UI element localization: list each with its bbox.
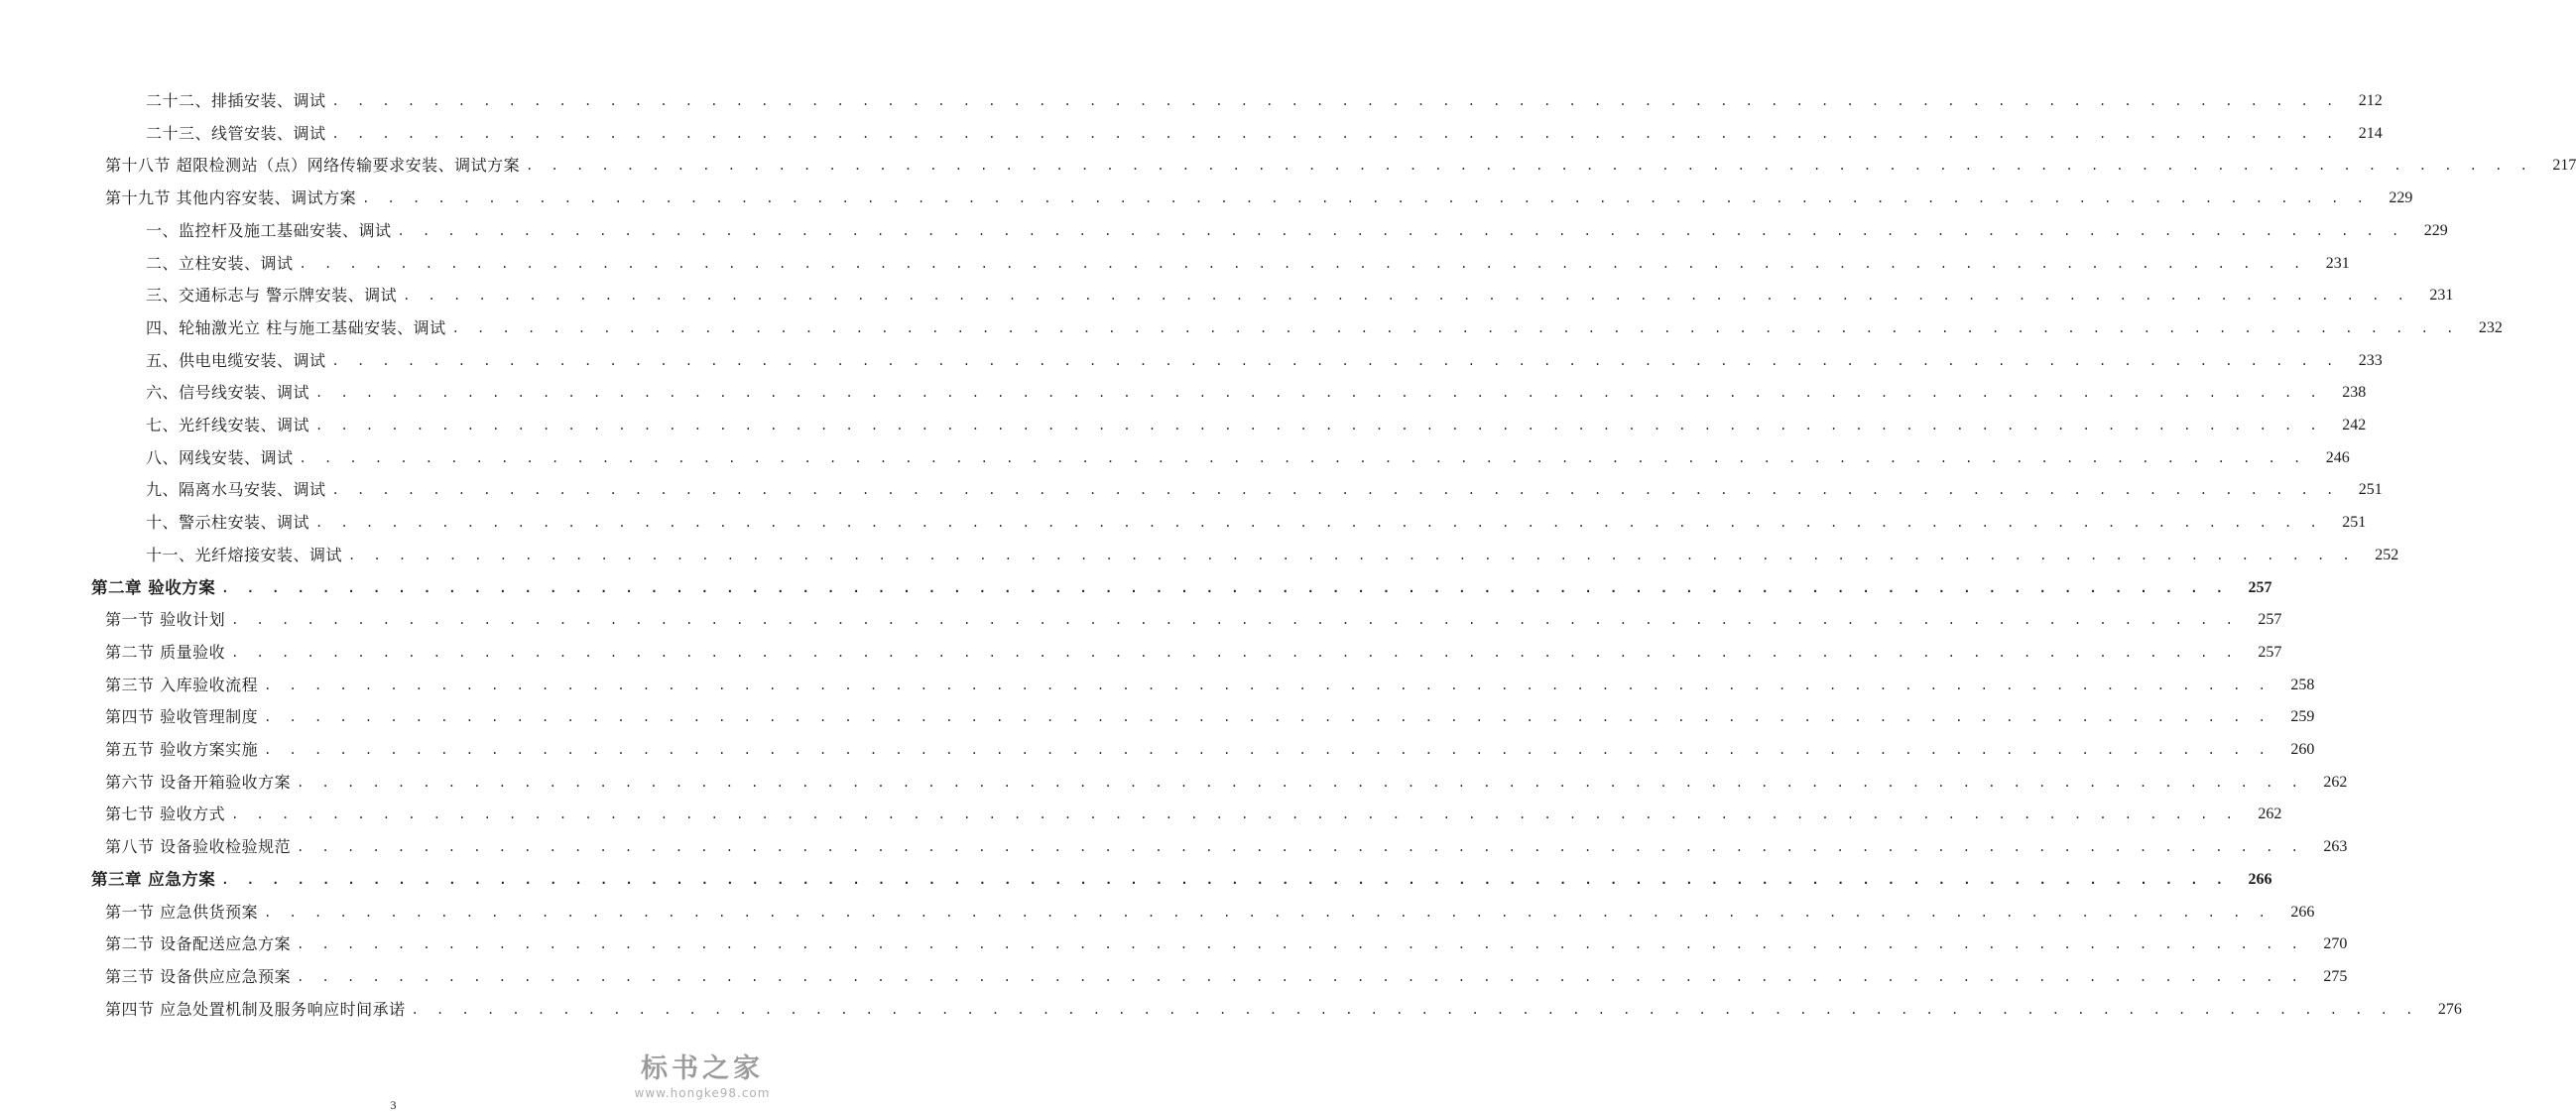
- toc-leader-dots: . . . . . . . . . . . . . . . . . . . . . . . . . . . . . . . . . . . . . . . . . . . . . . . . . . . . . . . . . . . . . . . . . . . . . . . . . . . . . . . .: [264, 678, 2271, 692]
- toc-entry[interactable]: [146, 85, 2383, 117]
- toc-entry-title: 三、交通标志与 警示牌安装、调试: [146, 286, 398, 306]
- watermark-url: www.hongke98.com: [634, 1086, 771, 1100]
- toc-leader-dots: . . . . . . . . . . . . . . . . . . . . . . . . . . . . . . . . . . . . . . . . . . . . . . . . . . . . . . . . . . . . . . . . . . . . . . . . . . . . . . . .: [331, 126, 2339, 141]
- toc-leader-dots: . . . . . . . . . . . . . . . . . . . . . . . . . . . . . . . . . . . . . . . . . . . . . . . . . . . . . . . . . . . . . . . . . . . . . . . . . . . . . . . .: [403, 289, 2410, 304]
- toc-entry[interactable]: [105, 799, 2282, 830]
- watermark-title: 标书之家: [641, 1053, 764, 1084]
- toc-entry-page: 260: [2290, 741, 2315, 758]
- toc-leader-dots: . . . . . . . . . . . . . . . . . . . . . . . . . . . . . . . . . . . . . . . . . . . . . . . . . . . . . . . . . . . . . . . . . . . . . . . . . . . . . . . .: [526, 159, 2533, 174]
- toc-leader-dots: . . . . . . . . . . . . . . . . . . . . . . . . . . . . . . . . . . . . . . . . . . . . . . . . . . . . . . . . . . . . . . . . . . . . . . . . . . . . . . . .: [297, 840, 2304, 855]
- toc-entry[interactable]: [146, 312, 2503, 344]
- toc-entry-page: 231: [2325, 254, 2350, 272]
- toc-leader-dots: . . . . . . . . . . . . . . . . . . . . . . . . . . . . . . . . . . . . . . . . . . . . . . . . . . . . . . . . . . . . . . . . . . . . . . . . . . . . . . . .: [451, 320, 2459, 335]
- toc-leader-dots: . . . . . . . . . . . . . . . . . . . . . . . . . . . . . . . . . . . . . . . . . . . . . . . . . . . . . . . . . . . . . . . . . . . . . . . . . . . . . . . .: [348, 548, 2356, 562]
- toc-entry-page: 263: [2323, 838, 2348, 856]
- toc-entry[interactable]: [105, 831, 2348, 863]
- toc-entry[interactable]: [146, 540, 2399, 571]
- toc-entry-page: 212: [2358, 92, 2383, 109]
- toc-entry-title: 第三节 入库验收流程: [105, 675, 259, 694]
- toc-entry-page: 262: [2323, 773, 2348, 791]
- toc-entry-title: 第二章 验收方案: [91, 577, 216, 597]
- toc-entry-title: 第五节 验收方案实施: [105, 740, 259, 759]
- toc-entry[interactable]: [105, 183, 2413, 214]
- toc-entry[interactable]: [105, 928, 2348, 960]
- toc-entry[interactable]: [146, 118, 2383, 150]
- toc-leader-dots: . . . . . . . . . . . . . . . . . . . . . . . . . . . . . . . . . . . . . . . . . . . . . . . . . . . . . . . . . . . . . . . . . . . . . . . . . . . . . . . .: [231, 613, 2239, 628]
- toc-entry-title: 五、供电电缆安装、调试: [146, 350, 326, 370]
- toc-leader-dots: . . . . . . . . . . . . . . . . . . . . . . . . . . . . . . . . . . . . . . . . . . . . . . . . . . . . . . . . . . . . . . . . . . . . . . . . . . . . . . . .: [411, 1002, 2418, 1017]
- toc-entry-page: 257: [2258, 611, 2282, 629]
- toc-entry-title: 七、光纤线安装、调试: [146, 416, 310, 434]
- toc-entry-page: 229: [2389, 189, 2413, 207]
- toc-entry[interactable]: [146, 345, 2383, 377]
- toc-entry-page: 232: [2478, 318, 2503, 336]
- toc-entry-page: 266: [2248, 870, 2272, 888]
- toc-leader-dots: . . . . . . . . . . . . . . . . . . . . . . . . . . . . . . . . . . . . . . . . . . . . . . . . . . . . . . . . . . . . . . . . . . . . . . . . . . . . . . . .: [315, 516, 2323, 531]
- toc-leader-dots: . . . . . . . . . . . . . . . . . . . . . . . . . . . . . . . . . . . . . . . . . . . . . . . . . . . . . . . . . . . . . . . . . . . . . . . . . . . . . . . .: [264, 710, 2271, 725]
- toc-entry-title: 第三节 设备供应应急预案: [105, 966, 292, 986]
- toc-entry[interactable]: [146, 410, 2367, 441]
- toc-entry[interactable]: [105, 767, 2348, 799]
- toc-entry[interactable]: [105, 734, 2315, 766]
- toc-entry[interactable]: [146, 507, 2367, 539]
- toc-entry-page: 229: [2423, 221, 2448, 239]
- toc-entry-page: 251: [2342, 514, 2367, 532]
- toc-leader-dots: . . . . . . . . . . . . . . . . . . . . . . . . . . . . . . . . . . . . . . . . . . . . . . . . . . . . . . . . . . . . . . . . . . . . . . . . . . . . . . . .: [264, 743, 2271, 757]
- toc-entry-page: 257: [2248, 578, 2272, 596]
- toc-entry-title: 九、隔离水马安装、调试: [146, 480, 326, 500]
- toc-entry-title: 六、信号线安装、调试: [146, 383, 310, 403]
- watermark-logo: [628, 1053, 777, 1101]
- toc-entry-title: 二十二、排插安装、调试: [146, 91, 326, 110]
- toc-entry-page: 238: [2342, 384, 2367, 402]
- toc-entry[interactable]: [105, 897, 2315, 928]
- toc-leader-dots: . . . . . . . . . . . . . . . . . . . . . . . . . . . . . . . . . . . . . . . . . . . . . . . . . . . . . . . . . . . . . . . . . . . . . . . . . . . . . . . .: [297, 775, 2304, 790]
- toc-entry[interactable]: [146, 474, 2383, 506]
- toc-entry[interactable]: [105, 150, 2576, 182]
- toc-leader-dots: . . . . . . . . . . . . . . . . . . . . . . . . . . . . . . . . . . . . . . . . . . . . . . . . . . . . . . . . . . . . . . . . . . . . . . . . . . . . . . . .: [331, 353, 2339, 368]
- toc-entry[interactable]: [105, 994, 2462, 1026]
- toc-entry-page: 251: [2358, 481, 2383, 499]
- toc-entry[interactable]: [105, 604, 2282, 636]
- toc-entry-title: 二、立柱安装、调试: [146, 253, 294, 273]
- toc-leader-dots: . . . . . . . . . . . . . . . . . . . . . . . . . . . . . . . . . . . . . . . . . . . . . . . . . . . . . . . . . . . . . . . . . . . . . . . . . . . . . . . .: [231, 645, 2239, 660]
- toc-entry-page: 252: [2375, 546, 2399, 563]
- toc-entry-title: 第十九节 其他内容安装、调试方案: [105, 188, 357, 208]
- toc-leader-dots: . . . . . . . . . . . . . . . . . . . . . . . . . . . . . . . . . . . . . . . . . . . . . . . . . . . . . . . . . . . . . . . . . . . . . . . . . . . . . . . .: [362, 191, 2370, 206]
- toc-entry[interactable]: [105, 961, 2348, 993]
- toc-leader-dots: . . . . . . . . . . . . . . . . . . . . . . . . . . . . . . . . . . . . . . . . . . . . . . . . . . . . . . . . . . . . . . . . . . . . . . . . . . . . . . . .: [397, 223, 2404, 238]
- toc-entry[interactable]: [146, 280, 2454, 311]
- toc-entry-title: 第二节 设备配送应急方案: [105, 934, 292, 954]
- toc-entry[interactable]: [91, 864, 2272, 896]
- toc-entry-page: 242: [2342, 417, 2367, 433]
- toc-entry-page: 246: [2325, 448, 2350, 466]
- toc-entry-title: 第四节 验收管理制度: [105, 707, 259, 727]
- page-number: 3: [390, 1098, 397, 1112]
- toc-entry[interactable]: [91, 572, 2272, 604]
- toc-entry[interactable]: [146, 442, 2350, 474]
- toc-entry-page: 270: [2323, 935, 2348, 953]
- toc-entry[interactable]: [146, 377, 2367, 409]
- toc-entry-title: 十、警示柱安装、调试: [146, 513, 310, 533]
- toc-entry-page: 257: [2258, 643, 2282, 661]
- toc-entry-title: 第六节 设备开箱验收方案: [105, 772, 292, 792]
- toc-entry[interactable]: [105, 701, 2315, 733]
- toc-entry-title: 第四节 应急处置机制及服务响应时间承诺: [105, 999, 406, 1019]
- toc-leader-dots: . . . . . . . . . . . . . . . . . . . . . . . . . . . . . . . . . . . . . . . . . . . . . . . . . . . . . . . . . . . . . . . . . . . . . . . . . . . . . . . .: [231, 807, 2239, 822]
- toc-entry-page: 217: [2552, 157, 2576, 175]
- toc-entry[interactable]: [146, 215, 2448, 247]
- toc-entry-title: 十一、光纤熔接安装、调试: [146, 545, 343, 564]
- toc-entry-title: 第七节 验收方式: [105, 804, 226, 824]
- toc-entry-title: 第三章 应急方案: [91, 869, 216, 889]
- toc-entry-page: 276: [2437, 1000, 2462, 1018]
- toc-entry[interactable]: [105, 637, 2282, 669]
- toc-entry-page: 231: [2429, 287, 2454, 305]
- toc-leader-dots: . . . . . . . . . . . . . . . . . . . . . . . . . . . . . . . . . . . . . . . . . . . . . . . . . . . . . . . . . . . . . . . . . . . . . . . . . . . . . . . .: [264, 905, 2271, 920]
- toc-leader-dots: . . . . . . . . . . . . . . . . . . . . . . . . . . . . . . . . . . . . . . . . . . . . . . . . . . . . . . . . . . . . . . . . . . . . . . . . . . . . . . . .: [297, 969, 2304, 984]
- toc-entry-page: 233: [2358, 351, 2383, 369]
- toc-entry-title: 八、网线安装、调试: [146, 447, 294, 467]
- toc-leader-dots: . . . . . . . . . . . . . . . . . . . . . . . . . . . . . . . . . . . . . . . . . . . . . . . . . . . . . . . . . . . . . . . . . . . . . . . . . . . . . . . .: [221, 580, 2229, 595]
- toc-leader-dots: . . . . . . . . . . . . . . . . . . . . . . . . . . . . . . . . . . . . . . . . . . . . . . . . . . . . . . . . . . . . . . . . . . . . . . . . . . . . . . . .: [315, 386, 2323, 401]
- toc-leader-dots: . . . . . . . . . . . . . . . . . . . . . . . . . . . . . . . . . . . . . . . . . . . . . . . . . . . . . . . . . . . . . . . . . . . . . . . . . . . . . . . .: [331, 483, 2339, 498]
- toc-entry-page: 262: [2258, 805, 2282, 823]
- toc-leader-dots: . . . . . . . . . . . . . . . . . . . . . . . . . . . . . . . . . . . . . . . . . . . . . . . . . . . . . . . . . . . . . . . . . . . . . . . . . . . . . . . .: [297, 937, 2304, 952]
- toc-entry-page: 259: [2290, 708, 2315, 726]
- toc-entry[interactable]: [146, 248, 2350, 280]
- toc-entry-page: 266: [2290, 903, 2315, 921]
- toc-entry-title: 一、监控杆及施工基础安装、调试: [146, 220, 392, 240]
- toc-leader-dots: . . . . . . . . . . . . . . . . . . . . . . . . . . . . . . . . . . . . . . . . . . . . . . . . . . . . . . . . . . . . . . . . . . . . . . . . . . . . . . . .: [299, 256, 2306, 271]
- toc-entry[interactable]: [105, 670, 2315, 701]
- toc-entry-title: 第一节 验收计划: [105, 610, 226, 630]
- toc-entry-title: 第八节 设备验收检验规范: [105, 837, 292, 857]
- toc-leader-dots: . . . . . . . . . . . . . . . . . . . . . . . . . . . . . . . . . . . . . . . . . . . . . . . . . . . . . . . . . . . . . . . . . . . . . . . . . . . . . . . .: [221, 872, 2229, 887]
- toc-entry-title: 第二节 质量验收: [105, 642, 226, 662]
- toc-entry-page: 258: [2290, 676, 2315, 693]
- toc-leader-dots: . . . . . . . . . . . . . . . . . . . . . . . . . . . . . . . . . . . . . . . . . . . . . . . . . . . . . . . . . . . . . . . . . . . . . . . . . . . . . . . .: [315, 419, 2323, 433]
- toc-leader-dots: . . . . . . . . . . . . . . . . . . . . . . . . . . . . . . . . . . . . . . . . . . . . . . . . . . . . . . . . . . . . . . . . . . . . . . . . . . . . . . . .: [299, 450, 2306, 465]
- toc-entry-page: 214: [2358, 124, 2383, 142]
- toc-entry-page: 275: [2323, 967, 2348, 985]
- toc-entry-title: 第十八节 超限检测站（点）网络传输要求安装、调试方案: [105, 156, 521, 176]
- toc-leader-dots: . . . . . . . . . . . . . . . . . . . . . . . . . . . . . . . . . . . . . . . . . . . . . . . . . . . . . . . . . . . . . . . . . . . . . . . . . . . . . . . .: [331, 94, 2339, 108]
- toc-entry-title: 二十三、线管安装、调试: [146, 123, 326, 143]
- toc-entry-title: 第一节 应急供货预案: [105, 902, 259, 922]
- toc-entry-title: 四、轮轴激光立 柱与施工基础安装、调试: [146, 317, 446, 337]
